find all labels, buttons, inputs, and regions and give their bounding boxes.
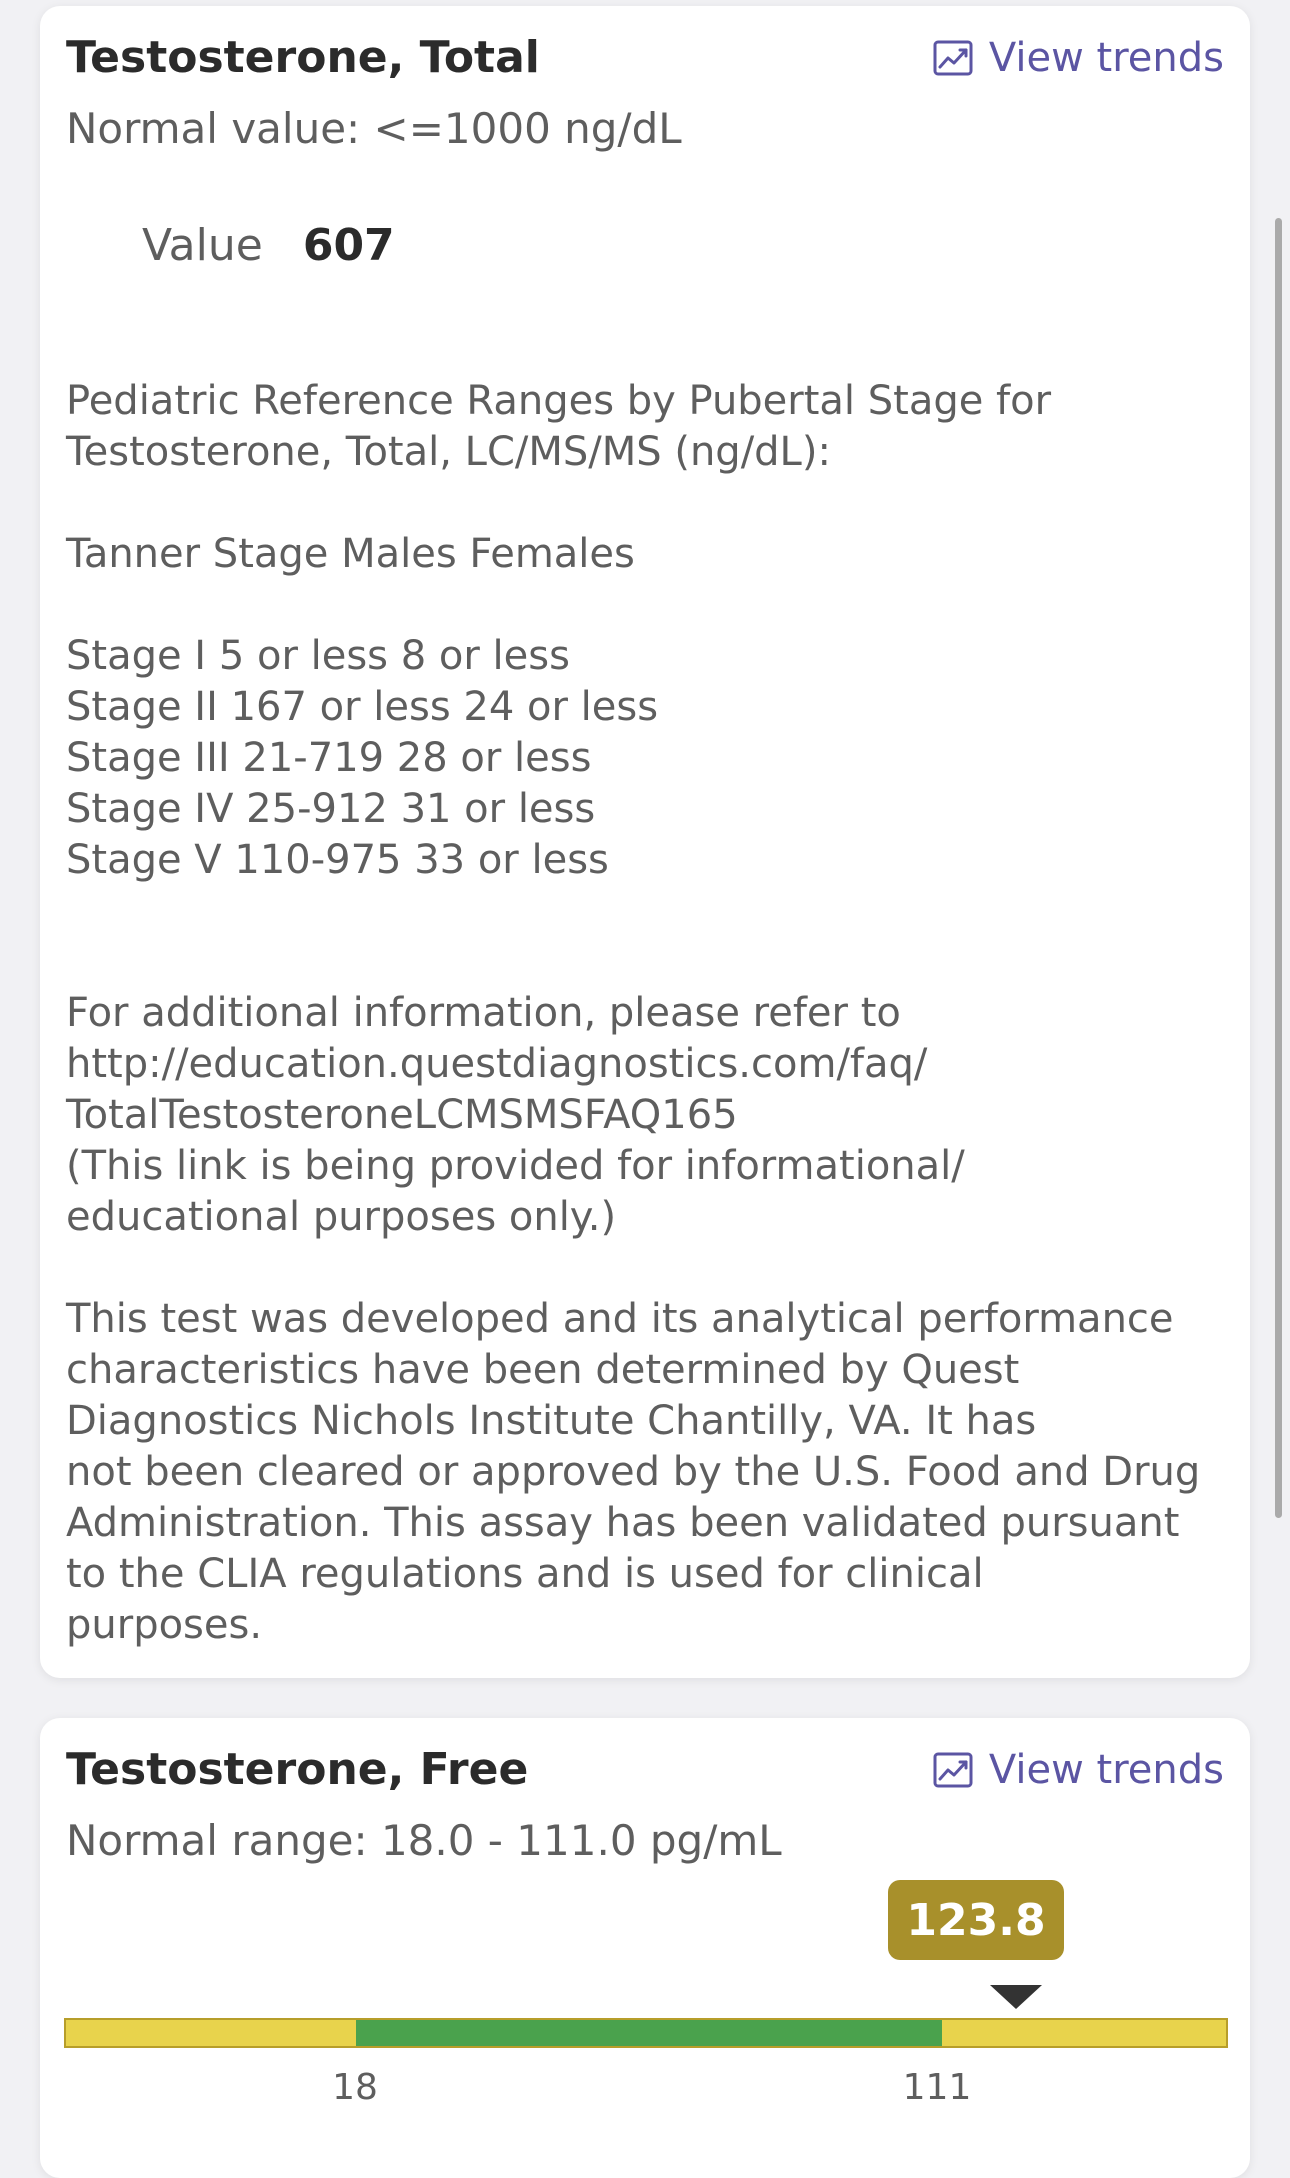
result-card-testosterone-total (40, 6, 1250, 1678)
range-segment-normal (356, 2020, 942, 2046)
test-title: Testosterone, Total (66, 32, 540, 83)
value-row (142, 214, 395, 278)
scrollbar[interactable] (1275, 218, 1282, 1518)
view-trends-link[interactable] (933, 1738, 1224, 1802)
value-label: Value (142, 220, 263, 271)
result-card-testosterone-free (40, 1718, 1250, 2178)
range-high-label: 111 (902, 2067, 972, 2108)
view-trends-label: View trends (988, 1747, 1224, 1793)
result-value-bubble: 123.8 (888, 1880, 1064, 1960)
view-trends-link[interactable] (933, 26, 1224, 90)
test-title: Testosterone, Free (66, 1744, 529, 1795)
normal-range-text: Normal range: 18.0 - 111.0 pg/mL (66, 1816, 782, 1865)
range-segment-high (942, 2020, 1226, 2046)
trend-chart-icon (933, 1752, 973, 1788)
range-bar (64, 2018, 1228, 2048)
view-trends-label: View trends (988, 35, 1224, 81)
range-segment-low (66, 2020, 356, 2046)
trend-chart-icon (933, 40, 973, 76)
range-low-label: 18 (332, 2067, 378, 2108)
normal-value-text: Normal value: <=1000 ng/dL (66, 104, 682, 153)
triangle-down-icon (990, 1985, 1042, 2009)
result-comment: Pediatric Reference Ranges by Pubertal Stage for Testosterone, Total, LC/MS/MS (ng/dL): Tanner Stage Males Females Stage I 5 or less 8 or less Stage II 167 or less 24 or less Stage III 21-719 28 or less Stage IV 25-912 31 or less Stage V 110-975 33 or less For additional information, please refer to http://education.questdiagnostics.com/faq/ TotalTestosteroneLCMSMSFAQ165 (This link is being provided for informational/ educational purposes only.) This test was developed and its analytical performance characteristics have been determined by Quest Diagnostics Nichols Institute Chantilly, VA. It has not been cleared or approved by the U.S. Food and Drug Administration. This assay has been validated pursuant to the CLIA regulations and is used for clinical purposes. (66, 378, 1201, 1648)
value-number: 607 (302, 220, 395, 271)
